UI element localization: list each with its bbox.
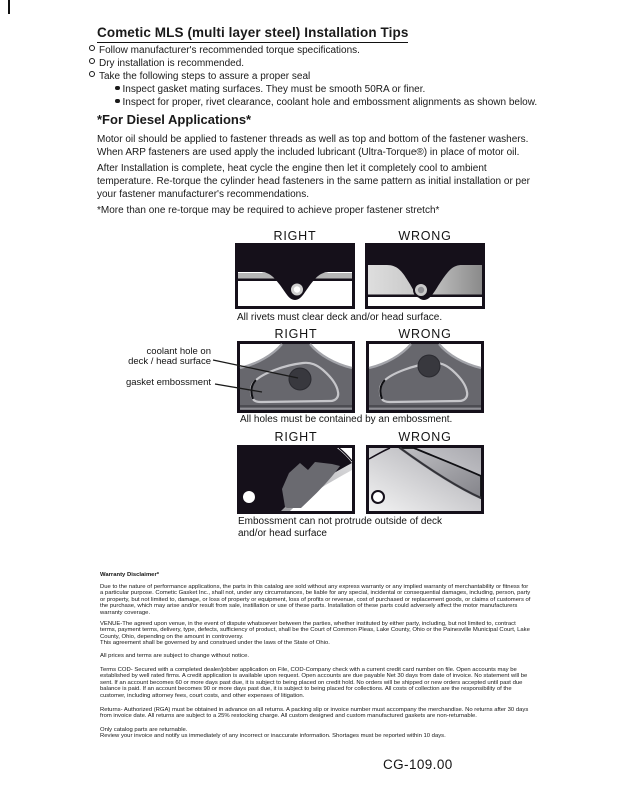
list-item-text: Dry installation is recommended. [99,58,245,69]
row1-caption: All rivets must clear deck and/or head surface. [237,312,443,323]
right-label-row2: RIGHT [274,327,318,341]
page-title: Cometic MLS (multi layer steel) Installation Tips [97,25,408,43]
list-item [89,96,549,109]
right-label-row3: RIGHT [274,430,318,444]
rivet-wrong-diagram [365,243,485,309]
disclaimer-paragraph: All prices and terms are subject to change without notice. [100,652,249,659]
disclaimer-paragraph: Only catalog parts are returnable. [100,726,188,733]
protrusion-right-diagram [236,445,356,514]
list-item [89,57,549,70]
disclaimer-paragraph: VENUE-The agreed upon venue, in the event of dispute whatsoever between the parties, whether instituted by either party, including, but not limited to, contract terms, payment terms, delivery, type, defects, sufficiency of product, shall be the Court of Common Pleas, Lake County, Ohio or the Painesville Municipal Court, Lake County, Ohio, depending on the amount in controversy. [100,620,530,640]
warranty-disclaimer [100,572,532,740]
disclaimer-paragraph: Terms COD- Secured with a completed dealer/jobber application on File, COD-Company check with a current credit card number on file. Open accounts may be established by well rated firms. A credit application is available upon request. Open accounts are due payable Net 30 days from date of invoice. No statement will be sent. If an account becomes 60 or more days past due, it is subject to being placed on credit hold. No orders will be shipped or new orders accepted until past due balance is paid. If an account becomes 90 or more days past due, it is subject to being placed for collections. All costs of collection are the responsibility of the customer, including attorney fees, court costs, and other expenses of litigation. [100,666,528,699]
list-item [89,44,549,57]
row2-caption: All holes must be contained by an embossment. [240,414,453,425]
disclaimer-paragraph: Due to the nature of performance applications, the parts in this catalog are sold without any express warranty or any implied warranty of merchantability or fitness for a particular purpose. Cometic Gasket Inc., shall not, under any circumstances, be liable for any special, incidental or consequential damages, including, person, party or property, but not limited to, damage, or loss of property or equipment, loss of profits or revenue, cost of purchased or replacement goods, or claims of customers of the purchase, which may arise and/or result from sale, instillation or use of these parts. Installation of these parts could adversely affect the motor manufacturers warranty coverage. [100,583,531,616]
list-item-text: Inspect gasket mating surfaces. They must be smooth 50RA or finer. [122,84,426,95]
diesel-paragraph-1: Motor oil should be applied to fastener threads as well as top and bottom of the fastener washers. When ARP fasteners are used apply the included lubricant (Ultra-Torque®) in place of motor oil. [97,134,529,158]
filled-bullet-icon [115,99,120,104]
diesel-heading: *For Diesel Applications* [97,112,252,127]
wrong-label-row1: WRONG [398,229,452,243]
crop-mark [8,0,10,14]
disclaimer-paragraph: This agreement shall be governed by and construed under the laws of the State of Ohio. [100,640,330,647]
installation-tips-list [89,44,549,109]
right-label-row1: RIGHT [273,229,317,243]
filled-bullet-icon [115,86,120,91]
list-item-text: Follow manufacturer's recommended torque specifications. [99,45,360,56]
list-item [89,70,549,83]
doc-number: CG-109.00 [383,757,453,772]
gasket-embossment-label: gasket embossment [125,377,211,388]
open-bullet-icon [89,71,95,77]
rivet-right-diagram [235,243,355,309]
list-item-text: Inspect for proper, rivet clearance, coolant hole and embossment alignments as shown below. [122,97,538,108]
disclaimer-heading: Warranty Disclaimer* [100,572,160,578]
protrusion-wrong-diagram [365,445,485,514]
wrong-label-row3: WRONG [398,430,452,444]
open-bullet-icon [89,58,95,64]
row3-caption: Embossment can not protrude outside of deck and/or head surface [238,516,443,539]
open-bullet-icon [89,45,95,51]
list-item-text: Take the following steps to assure a proper seal [99,71,311,82]
retorque-note: *More than one re-torque may be required to achieve proper fastener stretch* [97,205,440,216]
embossment-wrong-diagram [365,341,485,413]
disclaimer-paragraph: Returns- Authorized (RGA) must be obtained in advance on all returns. A packing slip or invoice number must accompany the merchandise. No returns after 30 days from invoice date. All returns are subject to a 25% restocking charge. All custom designed and custom manufactured gaskets are non-returnable. [100,706,529,720]
list-item [89,83,549,96]
embossment-right-diagram [236,341,356,413]
disclaimer-paragraph: Review your invoice and notify us immediately of any incorrect or inaccurate information. Shortages must be reported within 10 days. [100,733,446,740]
diesel-paragraph-2: After Installation is complete, heat cycle the engine then let it completely cool to ambient temperature. Re-torque the cylinder head fasteners in the same pattern as initial installation or per your fastener manufacturer's recommendations. [97,163,531,200]
wrong-label-row2: WRONG [398,327,452,341]
coolant-hole-label: coolant hole on deck / head surface [128,346,211,367]
